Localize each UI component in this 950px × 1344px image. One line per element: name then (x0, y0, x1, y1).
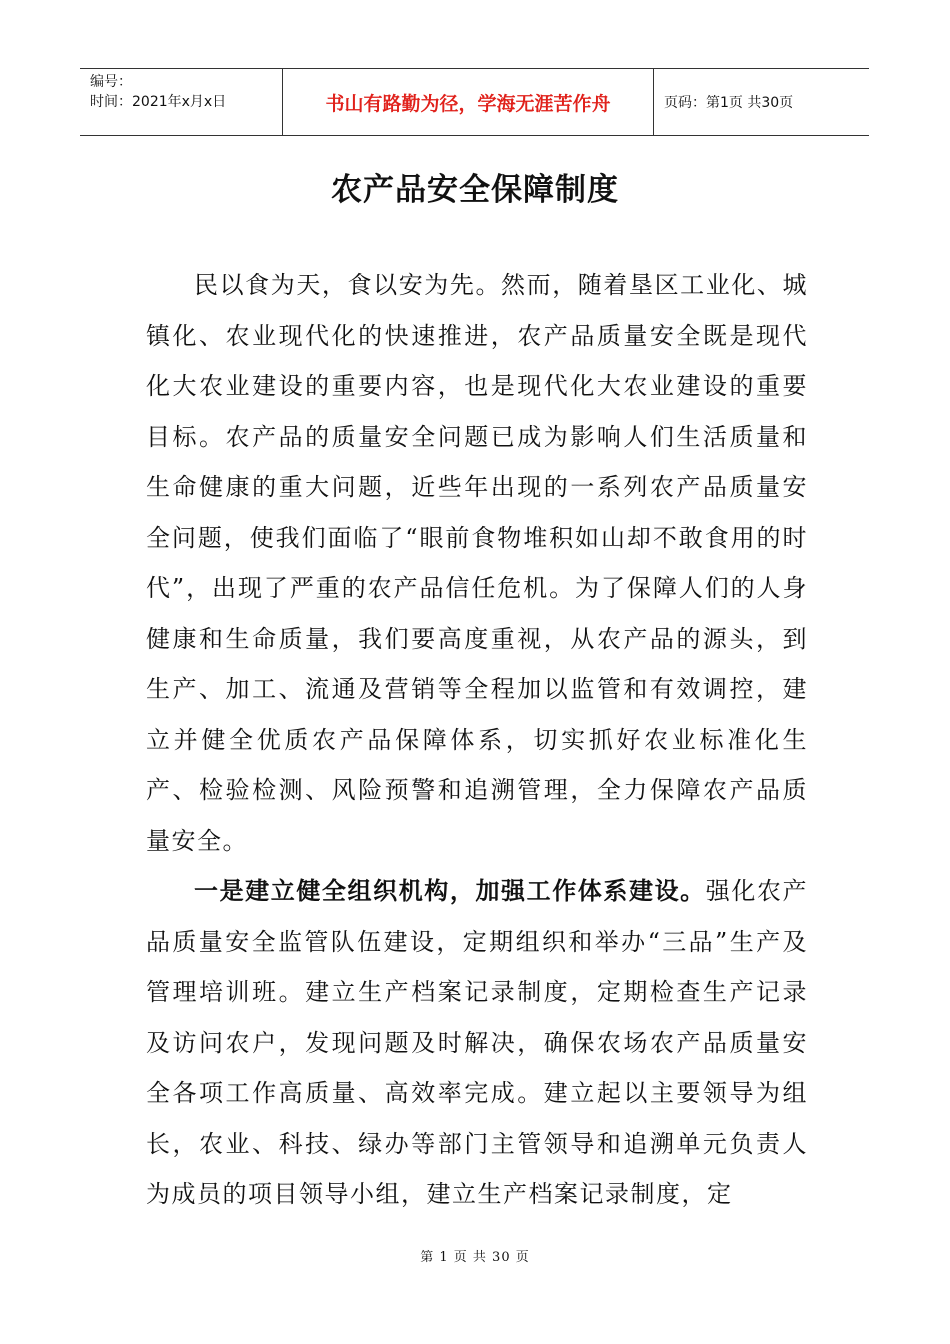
page-footer: 第 1 页 共 30 页 (420, 1250, 530, 1265)
document-body (146, 260, 808, 1220)
paragraph-text: 强化农产品质量安全监管队伍建设，定期组织和举办“三品”生产及管理培训班。建立生产档案记录制度，定期检查生产记录及访问农户，发现问题及时解决，确保农场农产品质量安全各项工作高质量、高效率完成。建立起以主要领导为组长，农业、科技、绿办等部门主管领导和追溯单元负责人为成员的项目领导小组，建立生产档案记录制度，定 (146, 877, 809, 1208)
paragraph-lead: 一是建立健全组织机构，加强工作体系建设。 (194, 876, 706, 905)
time-label: 时间：2021年x月x日 (90, 94, 227, 110)
number-label: 编号： (90, 74, 132, 90)
document-header (80, 68, 869, 136)
header-motto-cell (282, 69, 654, 135)
header-page-cell (654, 69, 869, 135)
paragraph (146, 866, 808, 1220)
header-motto: 书山有路勤为径，学海无涯苦作舟 (325, 92, 611, 115)
header-meta (80, 69, 282, 135)
paragraph (146, 260, 808, 866)
paragraph-text: 民以食为天，食以安为先。然而，随着垦区工业化、城镇化、农业现代化的快速推进，农产品质量安全既是现代化大农业建设的重要内容，也是现代化大农业建设的重要目标。农产品的质量安全问题已成为影响人们生活质量和生命健康的重大问题，近些年出现的一系列农产品质量安全问题，使我们面临了“眼前食物堆积如山却不敢食用的时代”，出现了严重的农产品信任危机。为了保障人们的人身健康和生命质量，我们要高度重视，从农产品的源头，到生产、加工、流通及营销等全程加以监管和有效调控，建立并健全优质农产品保障体系，切实抓好农业标准化生产、检验检测、风险预警和追溯管理，全力保障农产品质量安全。 (146, 271, 808, 855)
header-page-info: 页码：第1页 共30页 (664, 95, 794, 111)
document-title: 农产品安全保障制度 (331, 172, 619, 208)
